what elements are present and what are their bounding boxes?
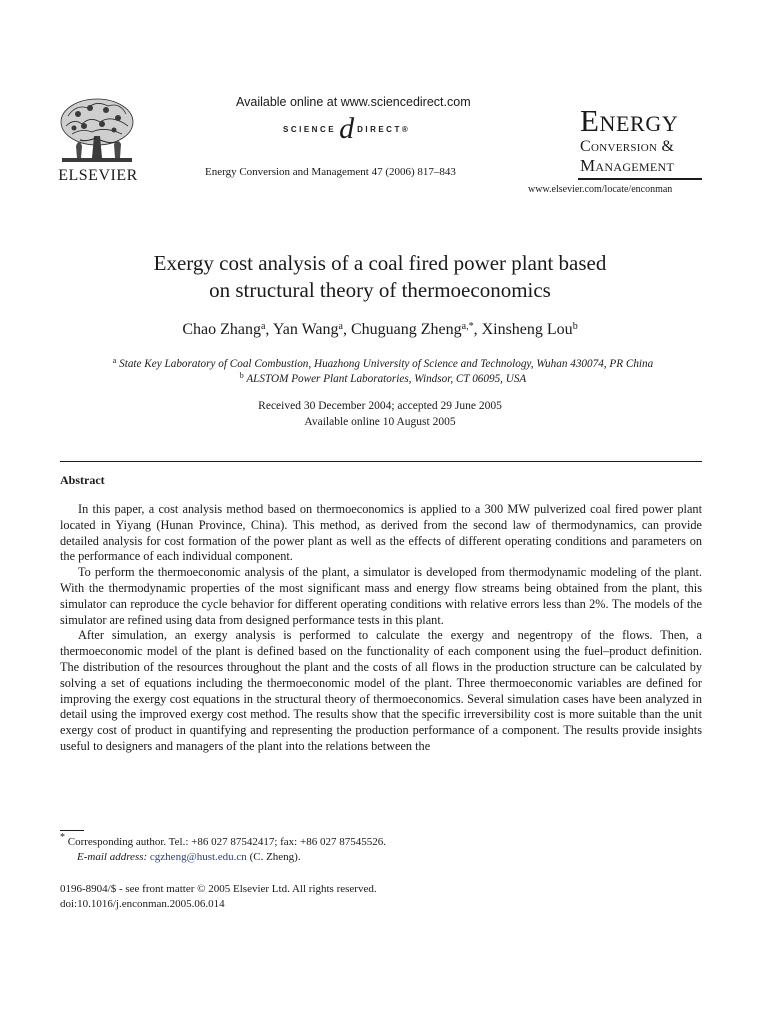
- footnote-rule: [60, 830, 84, 831]
- abstract-paragraph: After simulation, an exergy analysis is performed to calculate the exergy and negentropy of the flows. Then, a thermoeconomic model of the plant is defined based on the functionality of each component using the fuel–product definition. The distribution of the resources throughout the plant and the costs of all flows in the production structure can be calculated by solving a set of equations including the thermoeconomic model of the plant. Three thermoeconomic variables are defined for improving the exergy cost equations in the structural theory of thermoeconomics. Several simulation cases have been analyzed in detail using the improved exergy cost method. The results show that the specific irreversibility cost is more suitable than the unit exergy cost of product in quantifying and representing the production performance of a component. The results provide insights useful to designers and managers of the plant into the relations between the: [60, 628, 702, 753]
- affil-mark: a: [112, 356, 117, 365]
- masthead-line-2: Conversion &: [580, 138, 675, 155]
- email-suffix: (C. Zheng).: [249, 850, 301, 863]
- corresponding-footnote: [60, 832, 386, 864]
- author-separator: ,: [265, 321, 273, 338]
- author-name: Xinsheng Lou: [481, 321, 573, 338]
- elsevier-tree-logo: [56, 96, 138, 166]
- email-line: [60, 850, 386, 865]
- title-line-2: on structural theory of thermoeconomics: [209, 278, 551, 302]
- email-link[interactable]: cgzheng@hust.edu.cn: [149, 850, 247, 863]
- affiliations: [60, 357, 706, 387]
- author-affil-mark[interactable]: a,*: [461, 321, 474, 332]
- corresponding-author-text: Corresponding author. Tel.: +86 027 87542417; fax: +86 027 87545526.: [67, 836, 386, 848]
- journal-url[interactable]: www.elsevier.com/locate/enconman: [528, 184, 673, 195]
- publisher-name: ELSEVIER: [58, 167, 138, 184]
- received-date: Received 30 December 2004; accepted 29 June 2005: [258, 400, 502, 412]
- author-affil-mark: a: [260, 321, 266, 332]
- divider: [60, 461, 702, 462]
- doi-line[interactable]: doi:10.1016/j.enconman.2005.06.014: [60, 897, 225, 910]
- abstract-heading: Abstract: [60, 473, 105, 487]
- issn-line: 0196-8904/$ - see front matter © 2005 Elsevier Ltd. All rights reserved.: [60, 883, 377, 895]
- sd-right-text: DIRECT®: [357, 124, 411, 134]
- affiliation-a: [60, 357, 706, 372]
- author-name: Yan Wang: [272, 321, 339, 338]
- author-separator: ,: [473, 321, 482, 338]
- sd-at-mark: d: [339, 112, 355, 145]
- abstract-paragraph: In this paper, a cost analysis method based on thermoeconomics is applied to a 300 MW pulverized coal fired power plant located in Yiyang (Hunan Province, China). This method, as derived from the second law of thermodynamics, can provide detailed analysis for cost formation of the power plant as well as the effects of different operating conditions and parameters on the performance of each individual component.: [60, 502, 702, 564]
- journal-reference: Energy Conversion and Management 47 (2006) 817–843: [205, 166, 456, 178]
- affil-text: State Key Laboratory of Coal Combustion, Huazhong University of Science and Technology, Wuhan 430074, PR China: [119, 358, 654, 370]
- sciencedirect-logo: [283, 112, 411, 145]
- journal-masthead: [580, 104, 704, 176]
- affil-text: ALSTOM Power Plant Laboratories, Windsor, CT 06095, USA: [246, 373, 527, 385]
- masthead-rule: [578, 178, 702, 180]
- paper-title: [60, 250, 700, 304]
- sd-left-text: SCIENCE: [283, 124, 337, 134]
- abstract-body: [60, 502, 702, 755]
- footnote-marker: *: [60, 832, 65, 843]
- author-affil-mark: a: [338, 321, 343, 332]
- online-date: Available online 10 August 2005: [304, 416, 456, 428]
- email-label: E-mail address:: [77, 850, 148, 863]
- author-name: Chuguang Zheng: [350, 321, 462, 338]
- author-affil-mark: b: [572, 321, 578, 332]
- copyright-block: [60, 882, 377, 911]
- available-online-notice[interactable]: Available online at www.sciencedirect.com: [236, 95, 471, 109]
- author-name: Chao Zhang: [182, 321, 261, 338]
- masthead-line-3: Management: [580, 156, 675, 175]
- masthead-line-1: Energy: [580, 103, 679, 138]
- title-line-1: Exergy cost analysis of a coal fired power plant based: [153, 251, 607, 275]
- affil-mark: b: [239, 371, 244, 380]
- abstract-paragraph: To perform the thermoeconomic analysis of the plant, a simulator is developed from thermodynamic modeling of the plant. With the thermodynamic properties of the most significant mass and energy flow streams being obtained from the plant, this simulator can reproduce the cycle behavior for different operating conditions with relative errors less than 2%. The models of the simulator are refined using data from designed performance tests in this plant.: [60, 565, 702, 627]
- author-list: [60, 320, 700, 340]
- author-separator: ,: [342, 321, 351, 338]
- affiliation-b: [60, 372, 706, 387]
- article-dates: [60, 398, 700, 430]
- footnote-line: [60, 832, 386, 850]
